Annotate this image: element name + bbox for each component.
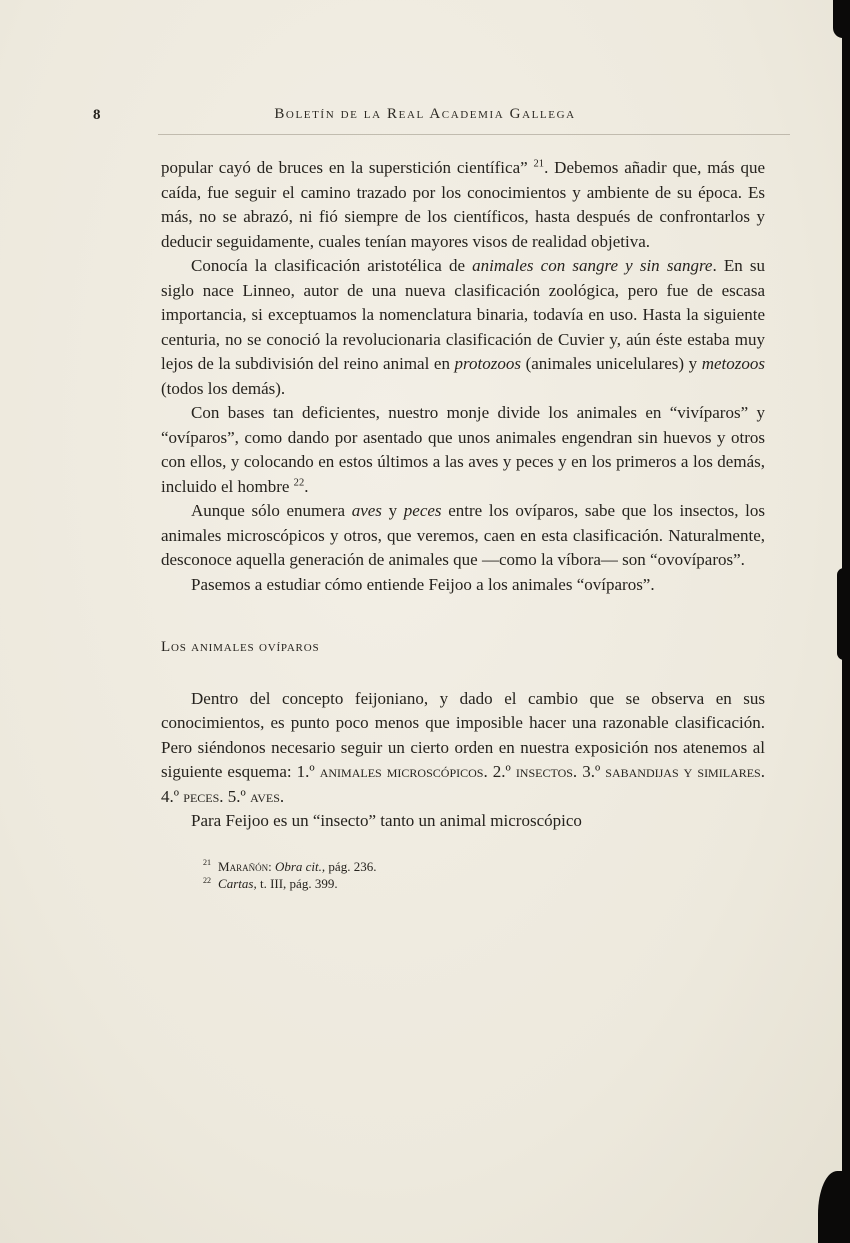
header-rule bbox=[158, 134, 790, 135]
text-segment: 5.º bbox=[223, 786, 251, 806]
text-segment: animales microscópicos. bbox=[319, 762, 488, 781]
paragraph bbox=[161, 254, 765, 401]
footnote-text bbox=[218, 876, 338, 891]
text-segment: 21 bbox=[533, 158, 545, 170]
footnote-text bbox=[218, 859, 376, 874]
text-segment: (todos los demás). bbox=[161, 378, 286, 398]
text-segment: Marañón: bbox=[218, 858, 272, 874]
running-title: Boletín de la Real Academia Gallega bbox=[274, 106, 576, 122]
text-segment: protozoos bbox=[454, 354, 521, 373]
text-segment: Pasemos a estudiar cómo entiende Feijoo a los animales “ovíparos”. bbox=[191, 574, 655, 594]
text-segment: metozoos bbox=[701, 354, 766, 373]
scan-artifact-mid-right bbox=[837, 568, 850, 660]
text-segment: peces bbox=[403, 501, 442, 520]
text-segment: t. III, pág. 399. bbox=[256, 876, 338, 891]
footnote-marker: 21 bbox=[203, 858, 212, 868]
text-segment: . bbox=[304, 476, 309, 496]
text-segment: Cartas, bbox=[218, 876, 257, 891]
section-heading: Los animales ovíparos bbox=[161, 639, 320, 655]
text-segment: Con bases tan deficientes, nuestro monje divide los animales en “vivíparos” y “ovíparos”, como dando por asentado que unos animales engendran sin huevos y otros con ellos, y colocando en estos últimos a las aves y peces y en los primeros a los demás, incluido el hombre bbox=[161, 403, 765, 496]
footnote-marker: 22 bbox=[203, 875, 212, 885]
text-segment: 22 bbox=[293, 476, 305, 488]
text-segment: animales con sangre y sin sangre bbox=[472, 256, 713, 275]
scan-artifact-bottom-right bbox=[818, 1171, 850, 1243]
text-segment: popular cayó de bruces en la superstición científica” bbox=[161, 158, 534, 177]
text-segment: 4.º bbox=[161, 786, 184, 806]
text-segment: Obra cit., bbox=[274, 858, 326, 874]
text-segment: . Debemos añadir que, más que caída, fue seguir el camino trazado por los conocimientos y ambiente de su época. Es más, no se abrazó, ni fió siempre de los científicos, hasta después de confrontarlos y deducir seguidamente, cuales tenían mayores visos de realidad objetiva. bbox=[161, 158, 765, 251]
text-segment: Aunque sólo enumera bbox=[191, 501, 352, 520]
text-block bbox=[161, 156, 765, 893]
paragraph bbox=[161, 401, 765, 499]
paragraph bbox=[161, 687, 765, 810]
page-number: 8 bbox=[93, 107, 101, 123]
text-segment: peces. bbox=[183, 786, 224, 806]
footnote bbox=[161, 875, 765, 893]
scan-artifact-top-right bbox=[833, 0, 850, 38]
text-segment: y bbox=[381, 501, 404, 520]
paragraph bbox=[161, 156, 765, 254]
text-segment: entre los ovíparos, sabe que los insectos, los animales microscópicos y otros, que veremos, caen en esta clasificación. Naturalmente, desconoce aquella generación de animales que —como la víbora— son “ovovíparos”. bbox=[161, 501, 766, 569]
paragraph bbox=[161, 499, 765, 573]
text-segment: aves bbox=[351, 501, 382, 520]
text-segment: Conocía la clasificación aristotélica de bbox=[191, 256, 473, 275]
text-segment: Dentro del concepto feijoniano, y dado el cambio que se observa en sus conocimientos, es punto poco menos que imposible hacer una razonable clasificación. Pero siéndonos necesario seguir un cierto orden en nuestra exposición nos atenemos al siguiente esquema: 1.º bbox=[161, 688, 765, 781]
text-segment: pág. 236. bbox=[325, 858, 377, 874]
text-segment: (animales unicelulares) y bbox=[521, 354, 702, 373]
text-segment: aves. bbox=[250, 786, 285, 806]
text-segment: 2.º bbox=[487, 762, 516, 781]
text-segment: insectos. bbox=[515, 762, 578, 781]
paragraph bbox=[161, 809, 765, 834]
footnote bbox=[161, 858, 765, 876]
text-segment: 3.º bbox=[577, 762, 606, 781]
footnotes bbox=[161, 858, 765, 893]
paragraph bbox=[161, 573, 765, 598]
text-segment: Para Feijoo es un “insecto” tanto un animal microscópico bbox=[191, 811, 582, 830]
text-segment: . En su siglo nace Linneo, autor de una nueva clasificación zoológica, pero fue de escasa importancia, si exceptuamos la nomenclatura binaria, todavía en uso. Hasta la siguiente centuria, no se conoció la revolucionaria clasificación de Cuvier y, aún éste estaba muy lejos de la subdivisión del reino animal en bbox=[161, 256, 766, 373]
text-segment: sabandijas y similares. bbox=[605, 762, 765, 781]
